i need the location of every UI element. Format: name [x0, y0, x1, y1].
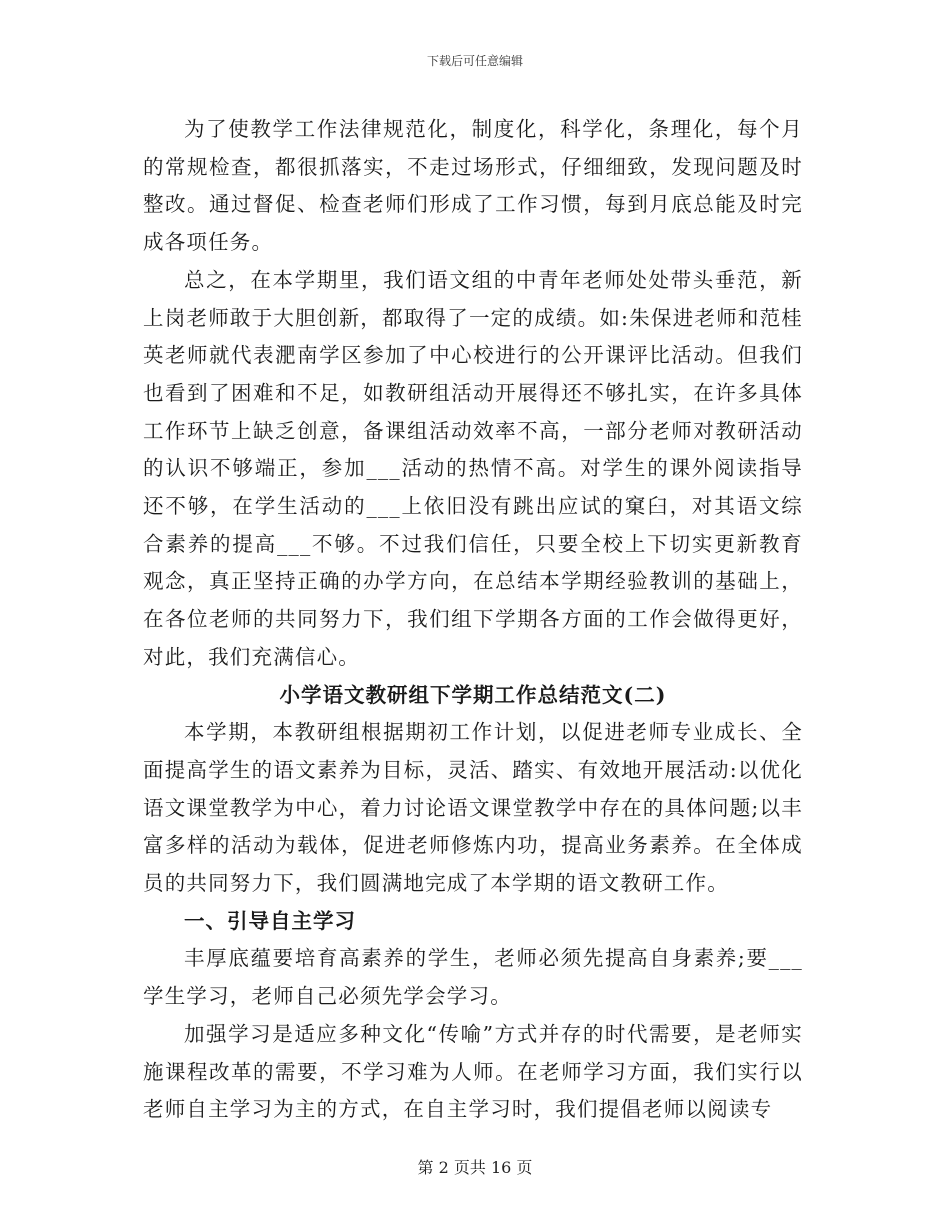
page-number: 第 2 页共 16 页 — [417, 1158, 533, 1177]
heading-1: 一、引导自主学习 — [184, 908, 356, 933]
paragraph-5: 加强学习是适应多种文化“传喻”方式并存的时代需要，是老师实施课程改革的需要，不学习难为人师。在老师学习方面，我们实行以老师自主学习为主的方式，在自主学习时，我们提倡老师以阅读专 — [143, 1021, 803, 1122]
header-note: 下载后可任意编辑 — [426, 54, 523, 68]
section-title: 小学语文教研组下学期工作总结范文(二) — [279, 682, 667, 707]
paragraph-1: 为了使教学工作法律规范化，制度化，科学化，条理化，每个月的常规检查，都很抓落实，不走过场形式，仔细细致，发现问题及时整改。通过督促、检查老师们形成了工作习惯，每到月底总能及时完成各项任务。 — [143, 117, 803, 255]
page-header — [0, 52, 950, 69]
document-body — [143, 111, 803, 1129]
paragraph-2: 总之，在本学期里，我们语文组的中青年老师处处带头垂范，新上岗老师敢于大胆创新，都取得了一定的成绩。如:朱保进老师和范桂英老师就代表淝南学区参加了中心校进行的公开课评比活动。但我们也看到了困难和不足，如教研组活动开展得还不够扎实，在许多具体工作环节上缺乏创意，备课组活动效率不高，一部分老师对教研活动的认识不够端正，参加___活动的热情不高。对学生的课外阅读指导还不够，在学生活动的___上依旧没有跳出应试的窠臼，对其语文综合素养的提高___不够。不过我们信任，只要全校上下切实更新教育观念，真正坚持正确的办学方向，在总结本学期经验教训的基础上，在各位老师的共同努力下，我们组下学期各方面的工作会做得更好，对此，我们充满信心。 — [143, 267, 803, 669]
page-footer — [0, 1155, 950, 1178]
paragraph-3: 本学期，本教研组根据期初工作计划，以促进老师专业成长、全面提高学生的语文素养为目标，灵活、踏实、有效地开展活动:以优化语文课堂教学为中心，着力讨论语文课堂教学中存在的具体问题;以丰富多样的活动为载体，促进老师修炼内功，提高业务素养。在全体成员的共同努力下，我们圆满地完成了本学期的语文教研工作。 — [143, 720, 803, 896]
paragraph-4: 丰厚底蕴要培育高素养的学生，老师必须先提高自身素养;要___学生学习，老师自己必须先学会学习。 — [143, 946, 803, 1009]
